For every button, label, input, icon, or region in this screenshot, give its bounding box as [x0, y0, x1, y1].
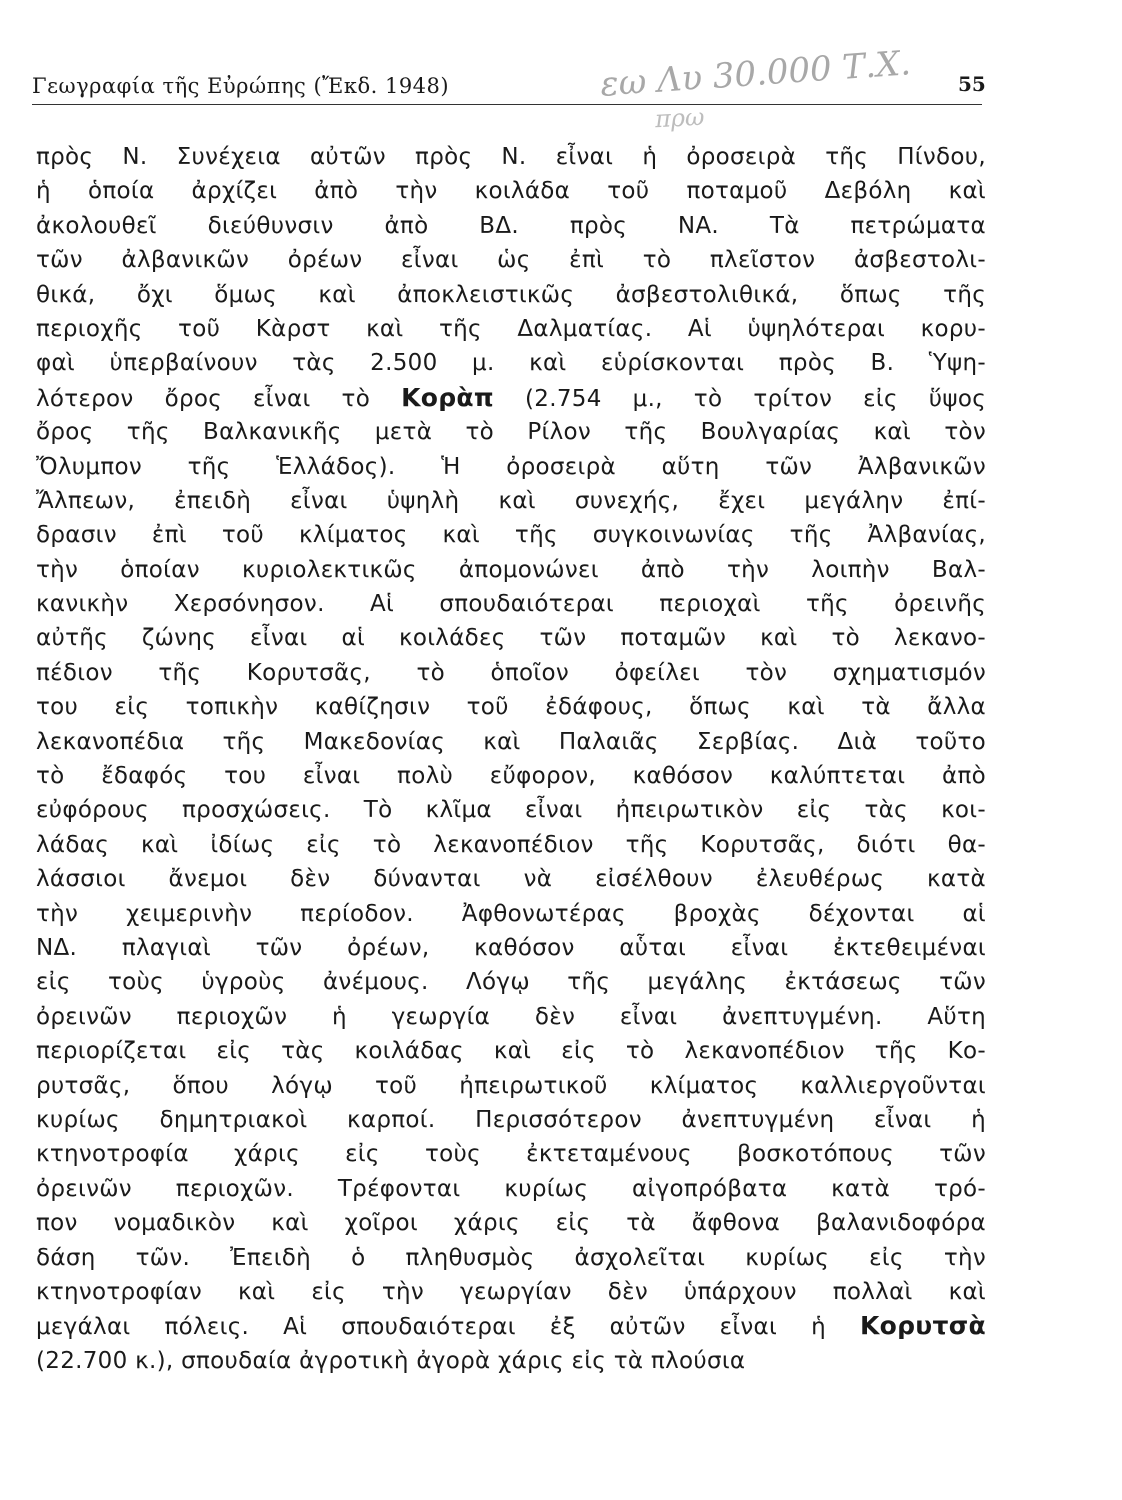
text-line [36, 793, 986, 827]
text-segment: Ἄλπεων, ἐπειδὴ εἶναι ὑψηλὴ καὶ συνεχής, ἔχει μεγάλην ἐπί- [36, 487, 986, 514]
text-segment: περιοχῆς τοῦ Κὰρστ καὶ τῆς Δαλματίας. Αἱ ὑψηλότεραι κορυ- [36, 315, 986, 342]
text-segment: φαὶ ὑπερβαίνουν τὰς 2.500 μ. καὶ εὑρίσκονται πρὸς Β. Ὑψη- [36, 350, 986, 377]
emphasized-place-name: Κορὰπ [401, 382, 494, 412]
text-segment: ὀρεινῶν περιοχῶν. Τρέφονται κυρίως αἰγοπρόβατα κατὰ τρό- [36, 1175, 986, 1202]
handwritten-annotation-secondary: πρω [654, 102, 706, 134]
text-line [36, 140, 986, 174]
text-segment: περιορίζεται εἰς τὰς κοιλάδας καὶ εἰς τὸ λεκανοπέδιον τῆς Κο- [36, 1038, 986, 1065]
text-line [36, 759, 986, 793]
text-segment: τῶν ἀλβανικῶν ὀρέων εἶναι ὡς ἐπὶ τὸ πλεῖστον ἀσβεστολι- [36, 247, 986, 274]
text-line [36, 278, 986, 312]
text-line [36, 312, 986, 346]
text-line [36, 1275, 986, 1309]
text-line [36, 1309, 986, 1343]
text-line [36, 553, 986, 587]
text-segment: κτηνοτροφία χάρις εἰς τοὺς ἐκτεταμένους βοσκοτόπους τῶν [36, 1141, 986, 1168]
emphasized-place-name: Κορυτσὰ [859, 1311, 986, 1341]
running-head: Γεωγραφία τῆς Εὐρώπης (Ἔκδ. 1948) [32, 74, 450, 98]
text-segment: τὴν χειμερινὴν περίοδον. Ἀφθονωτέρας βροχὰς δέχονται αἱ [36, 900, 986, 927]
page-number: 55 [958, 72, 986, 96]
text-segment: δάση τῶν. Ἐπειδὴ ὁ πληθυσμὸς ἀσχολεῖται κυρίως εἰς τὴν [36, 1244, 986, 1271]
text-segment: εὐφόρους προσχώσεις. Τὸ κλῖμα εἶναι ἠπειρωτικὸν εἰς τὰς κοι- [36, 797, 986, 824]
text-line [36, 656, 986, 690]
text-line [36, 1241, 986, 1275]
text-segment: ὄρος τῆς Βαλκανικῆς μετὰ τὸ Ρίλον τῆς Βουλγαρίας καὶ τὸν [36, 419, 986, 446]
text-line [36, 690, 986, 724]
text-segment: δρασιν ἐπὶ τοῦ κλίματος καὶ τῆς συγκοινωνίας τῆς Ἀλβανίας, [36, 522, 986, 549]
text-segment: λότερον ὄρος εἶναι τὸ [36, 385, 402, 412]
text-line [36, 1000, 986, 1034]
text-line [36, 243, 986, 277]
body-text [36, 140, 986, 1378]
text-segment: κτηνοτροφίαν καὶ εἰς τὴν γεωργίαν δὲν ὑπάρχουν πολλαὶ καὶ [36, 1278, 986, 1305]
text-line [36, 587, 986, 621]
text-segment: τὴν ὁποίαν κυριολεκτικῶς ἀπομονώνει ἀπὸ τὴν λοιπὴν Βαλ- [36, 556, 986, 583]
text-line [36, 897, 986, 931]
text-segment: πρὸς Ν. Συνέχεια αὐτῶν πρὸς Ν. εἶναι ἡ ὀροσειρὰ τῆς Πίνδου, [36, 144, 986, 170]
text-line [36, 862, 986, 896]
text-segment: του εἰς τοπικὴν καθίζησιν τοῦ ἐδάφους, ὅπως καὶ τὰ ἄλλα [36, 694, 986, 721]
text-line [36, 1069, 986, 1103]
text-line [36, 1172, 986, 1206]
text-line [36, 346, 986, 380]
text-segment: πέδιον τῆς Κορυτσᾶς, τὸ ὁποῖον ὀφείλει τὸν σχηματισμόν [36, 659, 986, 686]
text-line [36, 725, 986, 759]
text-segment: Ὄλυμπον τῆς Ἑλλάδος). Ἡ ὀροσειρὰ αὕτη τῶν Ἀλβανικῶν [36, 453, 986, 480]
text-segment: ἡ ὁποία ἀρχίζει ἀπὸ τὴν κοιλάδα τοῦ ποταμοῦ Δεβόλη καὶ [36, 178, 986, 205]
text-line [36, 209, 986, 243]
text-segment: ΝΔ. πλαγιαὶ τῶν ὀρέων, καθόσον αὗται εἶναι ἐκτεθειμέναι [36, 934, 986, 961]
text-line [36, 484, 986, 518]
text-segment: αὐτῆς ζώνης εἶναι αἱ κοιλάδες τῶν ποταμῶν καὶ τὸ λεκανο- [36, 625, 986, 652]
text-line [36, 1034, 986, 1068]
text-segment: λάδας καὶ ἰδίως εἰς τὸ λεκανοπέδιον τῆς Κορυτσᾶς, διότι θα- [36, 831, 986, 858]
text-segment: ρυτσᾶς, ὅπου λόγῳ τοῦ ἠπειρωτικοῦ κλίματος καλλιεργοῦνται [36, 1072, 986, 1099]
text-segment: κυρίως δημητριακοὶ καρποί. Περισσότερον ἀνεπτυγμένη εἶναι ἡ [36, 1106, 986, 1133]
text-segment: ὀρεινῶν περιοχῶν ἡ γεωργία δὲν εἶναι ἀνεπτυγμένη. Αὕτη [36, 1003, 986, 1030]
text-line [36, 1103, 986, 1137]
text-segment: τὸ ἔδαφός του εἶναι πολὺ εὔφορον, καθόσον καλύπτεται ἀπὸ [36, 763, 986, 790]
text-line [36, 828, 986, 862]
text-segment: λεκανοπέδια τῆς Μακεδονίας καὶ Παλαιᾶς Σερβίας. Διὰ τοῦτο [36, 728, 986, 755]
text-line [36, 1344, 986, 1378]
text-segment: (22.700 κ.), σπουδαία ἀγροτικὴ ἀγορὰ χάρις εἰς τὰ πλούσια [36, 1347, 746, 1374]
text-segment: θικά, ὄχι ὅμως καὶ ἀποκλειστικῶς ἀσβεστολιθικά, ὅπως τῆς [36, 281, 986, 308]
handwritten-annotation: εω Λυ 30.000 Τ.Χ. [598, 43, 913, 105]
text-line [36, 415, 986, 449]
text-segment: εἰς τοὺς ὑγροὺς ἀνέμους. Λόγῳ τῆς μεγάλης ἐκτάσεως τῶν [36, 969, 986, 996]
text-segment: πον νομαδικὸν καὶ χοῖροι χάρις εἰς τὰ ἄφθονα βαλανιδοφόρα [36, 1210, 986, 1237]
text-line [36, 1137, 986, 1171]
text-segment: λάσσιοι ἄνεμοι δὲν δύνανται νὰ εἰσέλθουν ἐλευθέρως κατὰ [36, 866, 986, 893]
text-segment: μεγάλαι πόλεις. Αἱ σπουδαιότεραι ἐξ αὐτῶν εἶναι ἡ [36, 1314, 860, 1341]
text-line [36, 965, 986, 999]
text-line [36, 931, 986, 965]
text-line [36, 174, 986, 208]
text-line [36, 450, 986, 484]
text-line [36, 518, 986, 552]
text-segment: (2.754 μ., τὸ τρίτον εἰς ὕψος [494, 385, 986, 412]
text-segment: ἀκολουθεῖ διεύθυνσιν ἀπὸ ΒΔ. πρὸς ΝΑ. Τὰ πετρώματα [36, 212, 986, 239]
header-rule [32, 104, 982, 105]
text-line [36, 1206, 986, 1240]
text-line [36, 621, 986, 655]
text-line [36, 381, 986, 415]
text-segment: κανικὴν Χερσόνησον. Αἱ σπουδαιότεραι περιοχαὶ τῆς ὀρεινῆς [36, 591, 986, 618]
